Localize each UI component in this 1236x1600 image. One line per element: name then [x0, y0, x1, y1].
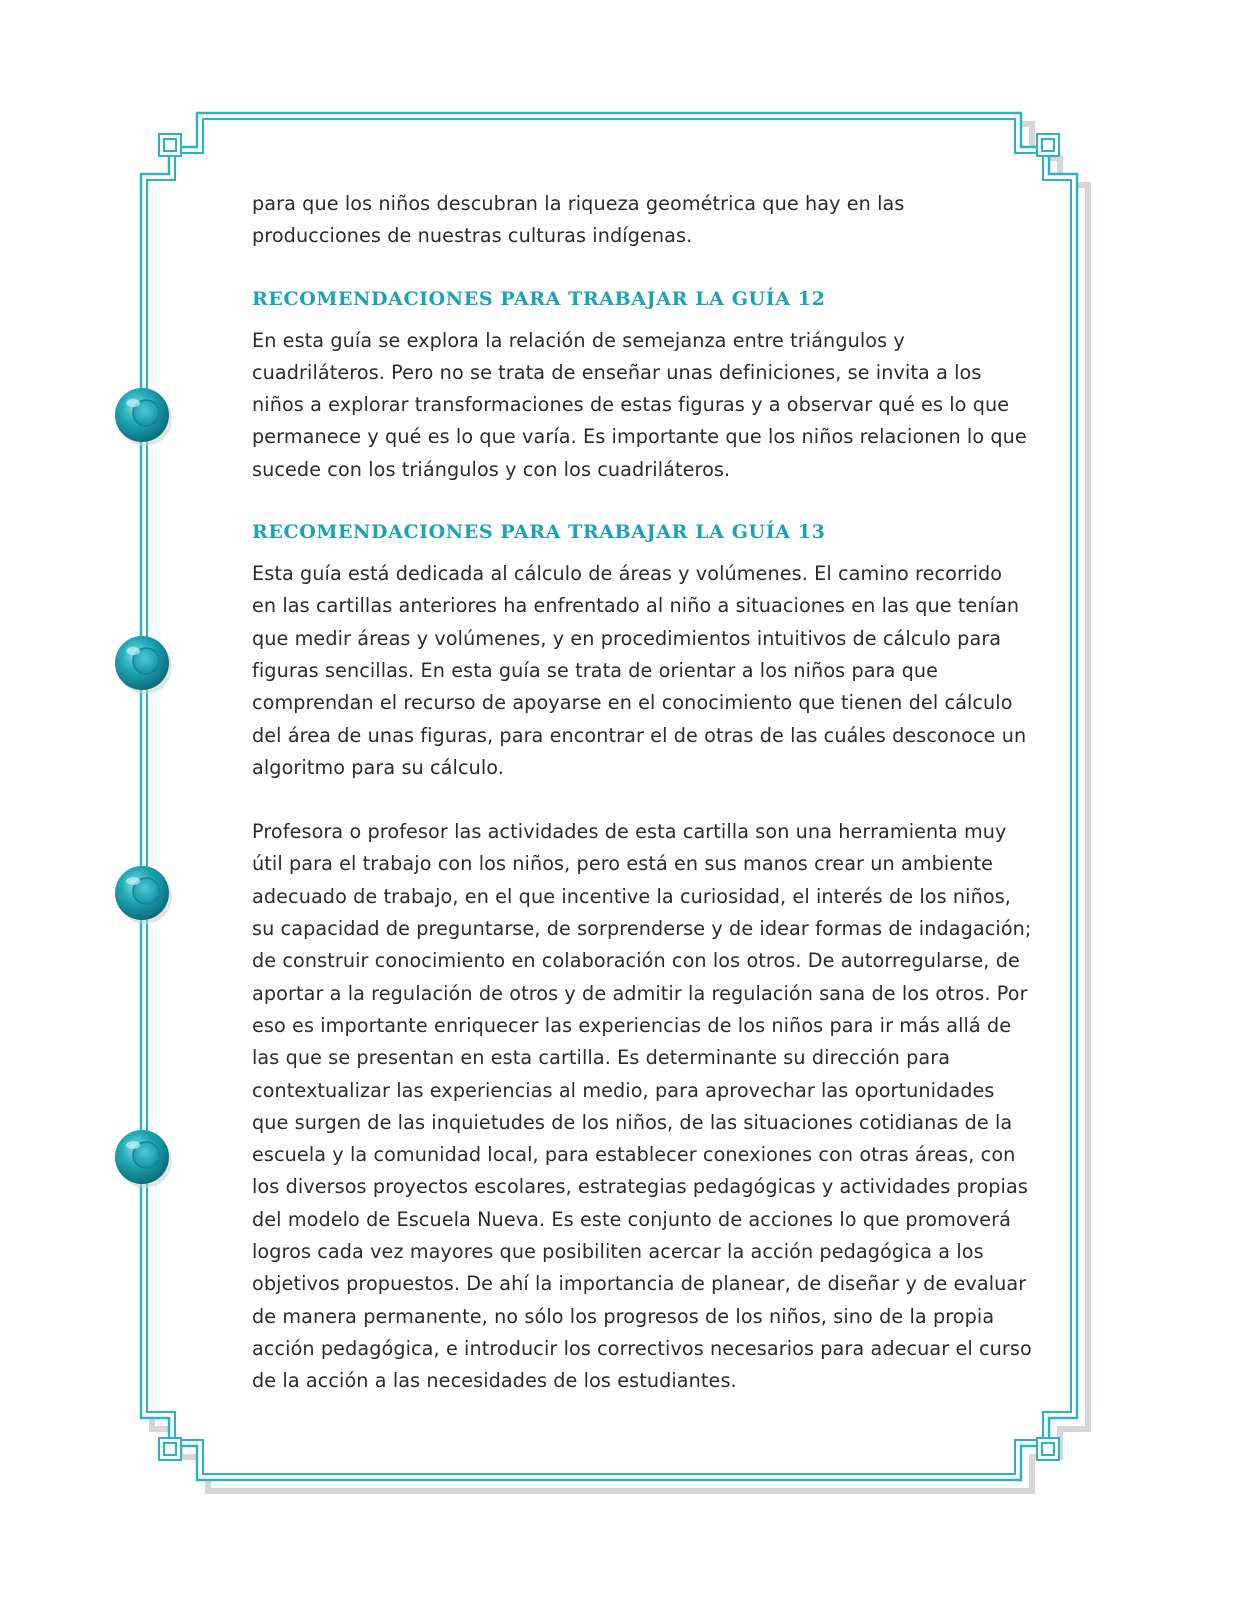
closing-paragraph: Profesora o profesor las actividades de esta cartilla son una herramienta muy útil para el trabajo con los niños, pero está en sus manos crear un ambiente adecuado de trabajo, en el que incentive la curiosidad, el interés de los niños, su capacidad de preguntarse, de sorprenderse y de idear formas de indagación; de construir conocimiento en colaboración con los otros. De autorregularse, de aportar a la regulación de otros y de admitir la regulación sana de los otros. Por eso es importante enriquecer las experiencias de los niños para ir más allá de las que se presentan en esta cartilla. Es determinante su dirección para contextualizar las experiencias al medio, para aprovechar las oportunidades que surgen de las inquietudes de los niños, de las situaciones cotidianas de la escuela y la comunidad local, para establecer conexiones con otras áreas, con los diversos proyectos escolares, estrategias pedagógicas y actividades propias del modelo de Escuela Nueva. Es este conjunto de acciones lo que promoverá logros cada vez mayores que posibiliten acercar la acción pedagógica a los objetivos propuestos. De ahí la importancia de planear, de diseñar y de evaluar de manera permanente, no sólo los progresos de los niños, sino de la propia acción pedagógica, e introducir los correctivos necesarios para adecuar el curso de la acción a las necesidades de los estudiantes. [252, 820, 1032, 1393]
section-heading-guia-12: RECOMENDACIONES PARA TRABAJAR LA GUÍA 12 [252, 287, 826, 310]
section-text-guia-13: Esta guía está dedicada al cálculo de áreas y volúmenes. El camino recorrido en las cartillas anteriores ha enfrentado al niño a situaciones en las que tenían que medir áreas y volúmenes, y en procedimientos intuitivos de cálculo para figuras sencillas. En esta guía se trata de orientar a los niños para que comprendan el recurso de apoyarse en el conocimiento que tienen del cálculo del área de unas figuras, para encontrar el de otras de las cuáles desconoce un algoritmo para su cálculo. [252, 562, 1027, 779]
section-heading-guia-13: RECOMENDACIONES PARA TRABAJAR LA GUÍA 13 [252, 521, 826, 544]
intro-paragraph: para que los niños descubran la riqueza geométrica que hay en las producciones de nuestras culturas indígenas. [252, 192, 905, 248]
section-text-guia-12: En esta guía se explora la relación de semejanza entre triángulos y cuadriláteros. Pero no se trata de enseñar unas definiciones, se invita a los niños a explorar transformaciones de estas figuras y a observar qué es lo que permanece y qué es lo que varía. Es importante que los niños relacionen lo que sucede con los triángulos y con los cuadriláteros. [252, 328, 1027, 481]
page-content [252, 188, 1032, 1398]
